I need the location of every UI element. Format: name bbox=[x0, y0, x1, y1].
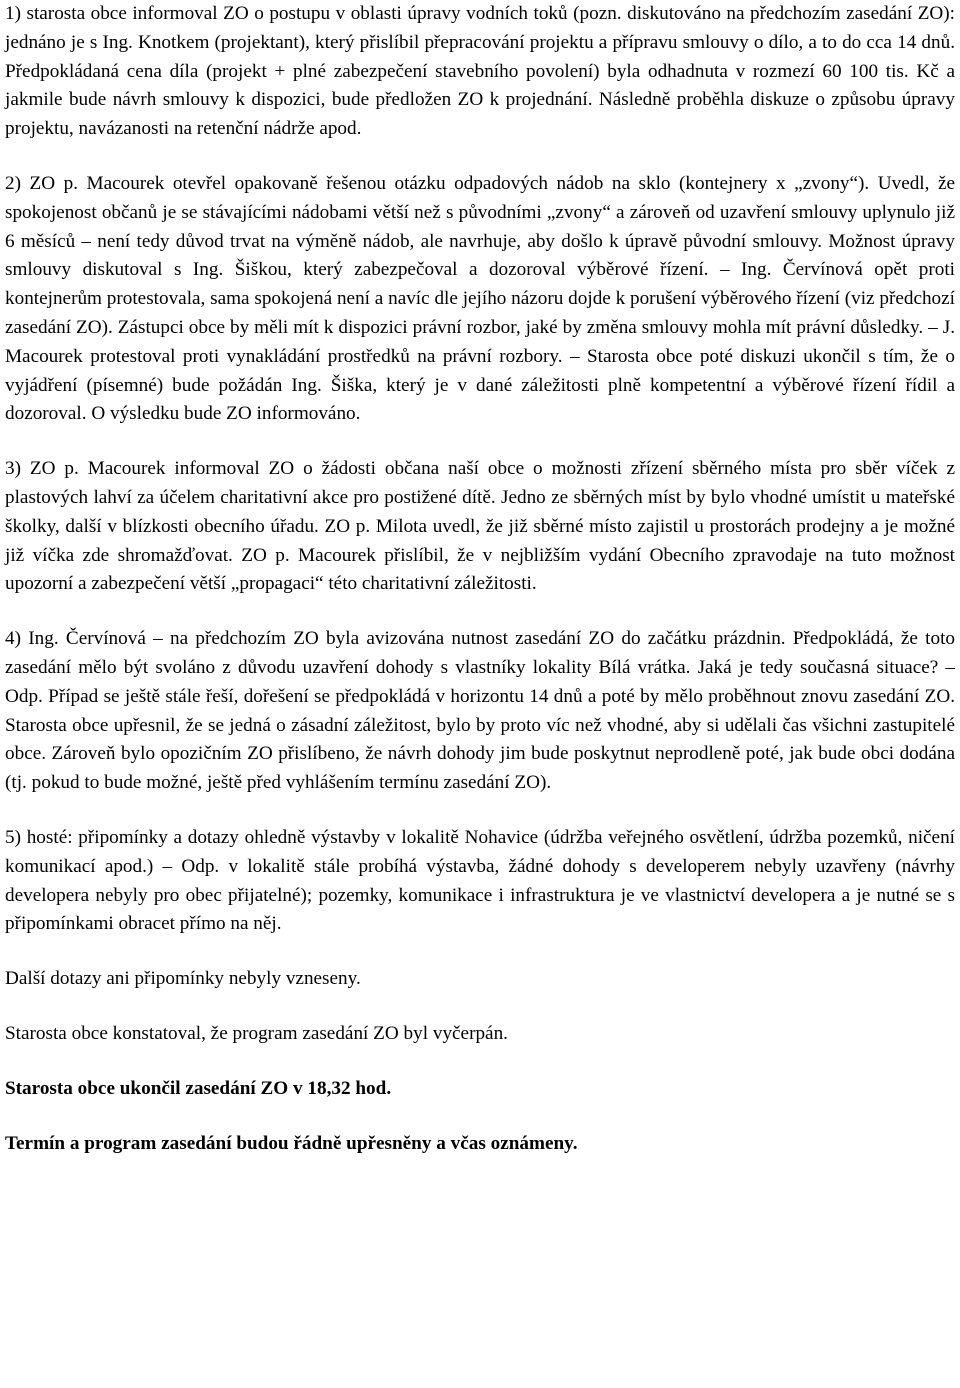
paragraph-no-more-questions: Další dotazy ani připomínky nebyly vzneseny. bbox=[5, 968, 361, 990]
paragraph-5-guests: 5) hosté: připomínky a dotazy ohledně výstavby v lokalitě Nohavice (údržba veřejného osvětlení, údržba pozemků, ničení komunikací apod.) – Odp. v lokalitě stále probíhá výstavba, žádné dohody s developerem nebyly uzavřeny (návrhy developera nebyly pro obec přijatelné); pozemky, komunikace i infrastruktura je ve vlastnictví developera a je nutné se s připomínkami obracet přímo na něj. bbox=[5, 826, 955, 935]
paragraph-1-water-courses: 1) starosta obce informoval ZO o postupu v oblasti úpravy vodních toků (pozn. diskutováno na předchozím zasedání ZO): jednáno je s Ing. Knotkem (projektant), který přislíbil přepracování projektu a přípravu smlouvy o dílo, a to do cca 14 dnů. Předpokládaná cena díla (projekt + plné zabezpečení stavebního povolení) byla odhadnuta v rozmezí 60 100 tis. Kč a jakmile bude návrh smlouvy k dispozici, bude předložen ZO k projednání. Následně proběhla diskuze o způsobu úpravy projektu, navázanosti na retenční nádrže apod. bbox=[5, 3, 955, 140]
paragraph-program-exhausted: Starosta obce konstatoval, že program zasedání ZO byl vyčerpán. bbox=[5, 1022, 508, 1044]
paragraph-next-meeting: Termín a program zasedání budou řádně upřesněny a včas oznámeny. bbox=[5, 1132, 578, 1154]
document-page bbox=[5, 0, 955, 1184]
paragraph-meeting-closed: Starosta obce ukončil zasedání ZO v 18,32 hod. bbox=[5, 1077, 392, 1099]
paragraph-2-glass-containers: 2) ZO p. Macourek otevřel opakovaně řešenou otázku odpadových nádob na sklo (kontejnery x „zvony“). Uvedl, že spokojenost občanů je se stávajícími nádobami větší než s původními „zvony“ a zároveň od uzavření smlouvy uplynulo již 6 měsíců – není tedy důvod trvat na výměně nádob, ale navrhuje, aby došlo k úpravě původní smlouvy. Možnost úpravy smlouvy diskutoval s Ing. Šiškou, který zabezpečoval a dozoroval výběrové řízení. – Ing. Červínová opět proti kontejnerům protestovala, sama spokojená není a navíc dle jejího názoru dojde k porušení výběrového řízení (viz předchozí zasedání ZO). Zástupci obce by měli mít k dispozici právní rozbor, jaké by změna smlouvy mohla mít právní důsledky. – J. Macourek protestoval proti vynakládání prostředků na právní rozbory. – Starosta obce poté diskuzi ukončil s tím, že o vyjádření (písemné) bude požádán Ing. Šiška, který je v dané záležitosti plně kompetentní a výběrové řízení řídil a dozoroval. O výsledku bude ZO informováno. bbox=[5, 172, 955, 425]
paragraph-3-bottle-caps: 3) ZO p. Macourek informoval ZO o žádosti občana naší obce o možnosti zřízení sběrného místa pro sběr víček z plastových lahví za účelem charitativní akce pro postižené dítě. Jedno ze sběrných míst by bylo vhodné umístit u mateřské školky, další v blízkosti obecního úřadu. ZO p. Milota uvedl, že již sběrné místo zajistil u prostorách prodejny a je možné již víčka zde shromažďovat. ZO p. Macourek přislíbil, že v nejbližším vydání Obecního zpravodaje na tuto možnost upozorní a zabezpečení větší „propagaci“ této charitativní záležitosti. bbox=[5, 458, 955, 595]
paragraph-4-meeting-schedule: 4) Ing. Červínová – na předchozím ZO byla avizována nutnost zasedání ZO do začátku prázdnin. Předpokládá, že toto zasedání mělo být svoláno z důvodu uzavření dohody s vlastníky lokality Bílá vrátka. Jaká je tedy současná situace? – Odp. Případ se ještě stále řeší, dořešení se předpokládá v horizontu 14 dnů a poté by mělo proběhnout znovu zasedání ZO. Starosta obce upřesnil, že se jedná o zásadní záležitost, bylo by proto víc než vhodné, aby si udělali čas všichni zastupitelé obce. Zároveň bylo opozičním ZO přislíbeno, že návrh dohody jim bude poskytnut neprodleně poté, jak bude obci dodána (tj. pokud to bude možné, ještě před vyhlášením termínu zasedání ZO). bbox=[5, 628, 955, 794]
